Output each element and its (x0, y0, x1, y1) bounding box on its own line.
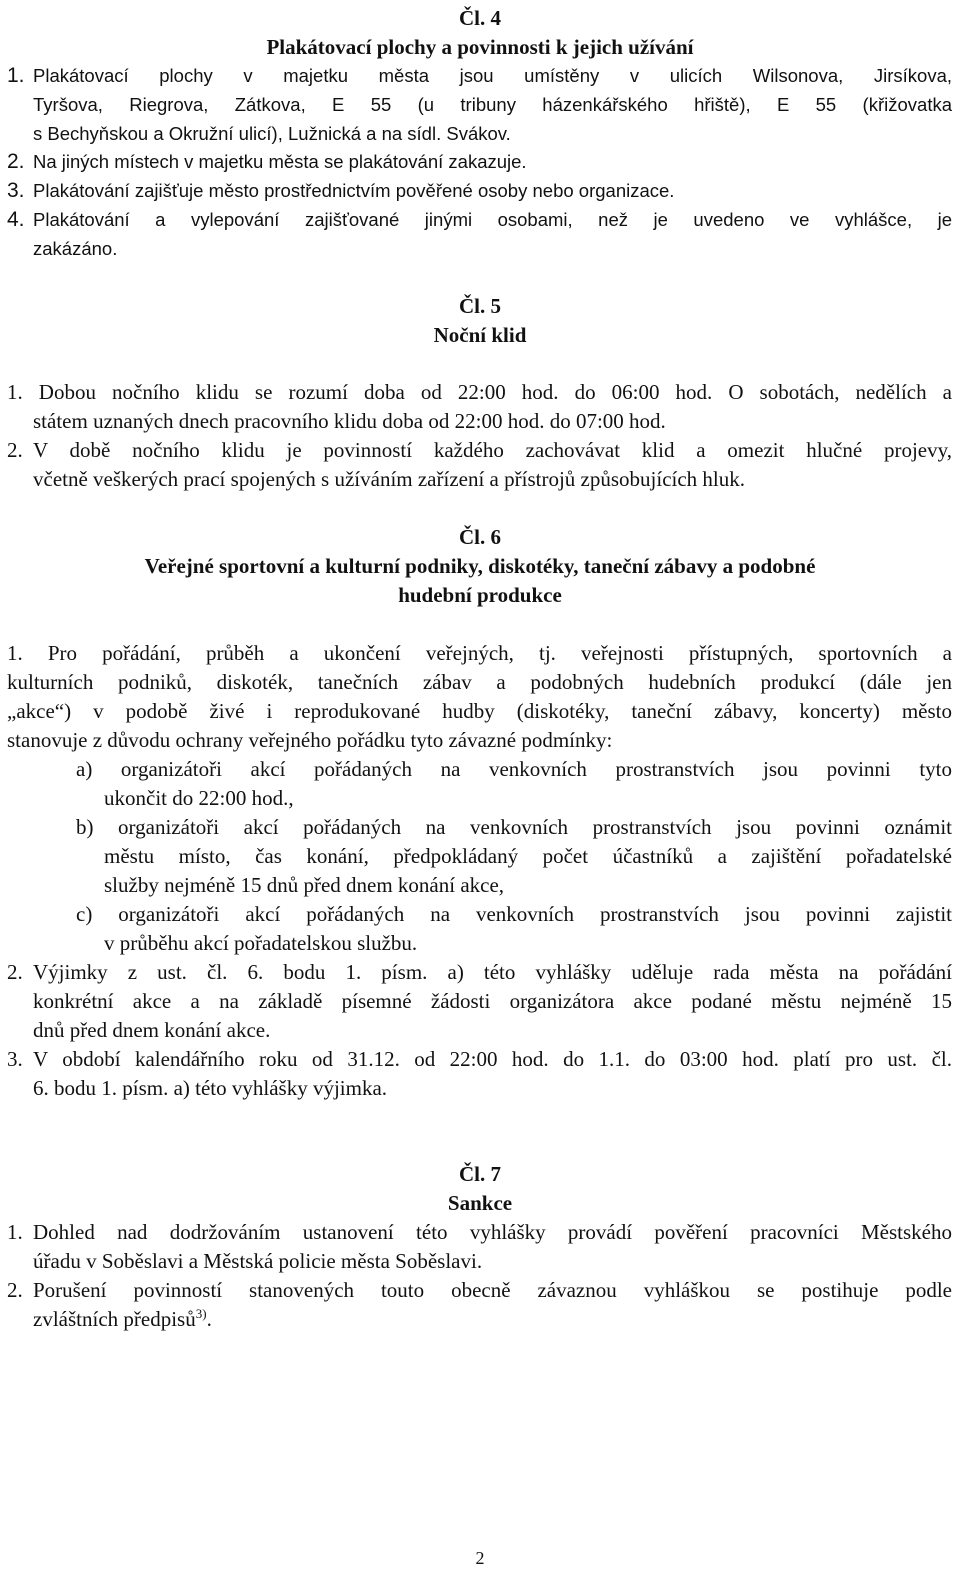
art6-subitem-b-line: služby nejméně 15 dnů před dnem konání akce, (104, 873, 505, 897)
article-6-title: hudební produkce (398, 583, 562, 607)
art6-item-3-number: 3. (7, 1047, 23, 1071)
art6-item-1-line: „akce“) v podobě živé i reprodukované hudby (diskotéky, taneční zábavy, koncerty) město (7, 699, 952, 723)
art6-item-2-number: 2. (7, 960, 23, 984)
art7-item-1-number: 1. (7, 1220, 23, 1244)
art5-item-2-number: 2. (7, 438, 23, 462)
art6-subitem-b-line: b) organizátoři akcí pořádaných na venkovních prostranstvích jsou povinni oznámit (76, 815, 952, 839)
art6-item-1-line: stanovuje z důvodu ochrany veřejného pořádku tyto závazné podmínky: (7, 728, 613, 752)
art7-item-2-number: 2. (7, 1278, 23, 1302)
art4-item-1-line: Tyršova, Riegrova, Zátkova, E 55 (u tribuny házenkářského hřiště), E 55 (křižovatka (33, 94, 952, 115)
art4-item-3-number: 3. (7, 179, 25, 202)
art6-item-3-line: V období kalendářního roku od 31.12. od 22:00 hod. do 1.1. do 03:00 hod. platí pro ust. čl. (33, 1047, 952, 1071)
art6-item-1-line: kulturních podniků, diskoték, tanečních zábav a podobných hudebních produkcí (dále jen (7, 670, 952, 694)
article-7-number: Čl. 7 (459, 1162, 501, 1186)
art6-item-2-line: konkrétní akce a na základě písemné žádosti organizátora akce podané městu nejméně 15 (33, 989, 952, 1013)
footnote-reference: 3) (195, 1306, 207, 1321)
article-6-title: Veřejné sportovní a kulturní podniky, diskotéky, taneční zábavy a podobné (144, 554, 816, 578)
art6-subitem-a-line: ukončit do 22:00 hod., (104, 786, 294, 810)
art4-item-1-line: Plakátovací plochy v majetku města jsou umístěny v ulicích Wilsonova, Jirsíkova, (33, 65, 952, 86)
article-7-title: Sankce (447, 1191, 513, 1215)
art6-subitem-c-line: c) organizátoři akcí pořádaných na venkovních prostranstvích jsou povinni zajistit (76, 902, 952, 926)
art4-item-4-line: Plakátování a vylepování zajišťované jinými osobami, než je uvedeno ve vyhlášce, je (33, 209, 952, 230)
art6-subitem-b-line: městu místo, čas konání, předpokládaný počet účastníků a zajištění pořadatelské (104, 844, 952, 868)
page-number: 2 (475, 1548, 485, 1568)
art7-item-2-line (33, 1305, 952, 1334)
art4-item-1-line: s Bechyňskou a Okružní ulicí), Lužnická a na sídl. Svákov. (33, 123, 511, 144)
art7-item-1-line: Dohled nad dodržováním ustanovení této vyhlášky provádí pověření pracovníci Městského (33, 1220, 952, 1244)
art5-item-2-line: V době nočního klidu je povinností každého zachovávat klid a omezit hlučné projevy, (33, 438, 952, 462)
art6-item-2-line: Výjimky z ust. čl. 6. bodu 1. písm. a) této vyhlášky uděluje rada města na pořádání (33, 960, 952, 984)
art5-item-2-line: včetně veškerých prací spojených s užíváním zařízení a přístrojů způsobujících hluk. (33, 467, 746, 491)
article-5-title: Noční klid (433, 323, 527, 347)
article-5-number: Čl. 5 (459, 294, 501, 318)
art6-item-2-line: dnů před dnem konání akce. (33, 1018, 271, 1042)
art6-item-1-line: 1. Pro pořádání, průběh a ukončení veřejných, tj. veřejnosti přístupných, sportovních a (7, 641, 952, 665)
art7-item-2-line: Porušení povinností stanovených touto obecně závaznou vyhláškou se postihuje podle (33, 1278, 952, 1302)
art6-subitem-a-line: a) organizátoři akcí pořádaných na venkovních prostranstvích jsou povinni tyto (76, 757, 952, 781)
art7-item-1-line: úřadu v Soběslavi a Městská policie města Soběslavi. (33, 1249, 483, 1273)
art4-item-1-number: 1. (7, 64, 25, 87)
art4-item-2-number: 2. (7, 150, 25, 173)
art4-item-4-line: zakázáno. (33, 238, 118, 259)
article-4-title: Plakátovací plochy a povinnosti k jejich užívání (266, 35, 694, 59)
art5-item-1-line: 1. Dobou nočního klidu se rozumí doba od 22:00 hod. do 06:00 hod. O sobotách, nedělích a (7, 380, 952, 404)
art6-item-3-line: 6. bodu 1. písm. a) této vyhlášky výjimka. (33, 1076, 388, 1100)
article-6-number: Čl. 6 (459, 525, 501, 549)
art7-item-2-end: . (206, 1307, 212, 1331)
art4-item-3-line: Plakátování zajišťuje město prostřednictvím pověřené osoby nebo organizace. (33, 180, 675, 201)
art7-item-2-text: zvláštních předpisů (33, 1307, 196, 1331)
art4-item-4-number: 4. (7, 208, 25, 231)
article-4-number: Čl. 4 (459, 6, 501, 30)
art6-subitem-c-line: v průběhu akcí pořadatelskou službu. (104, 931, 418, 955)
art4-item-2-line: Na jiných místech v majetku města se plakátování zakazuje. (33, 151, 527, 172)
art5-item-1-line: státem uznaných dnech pracovního klidu doba od 22:00 hod. do 07:00 hod. (33, 409, 666, 433)
